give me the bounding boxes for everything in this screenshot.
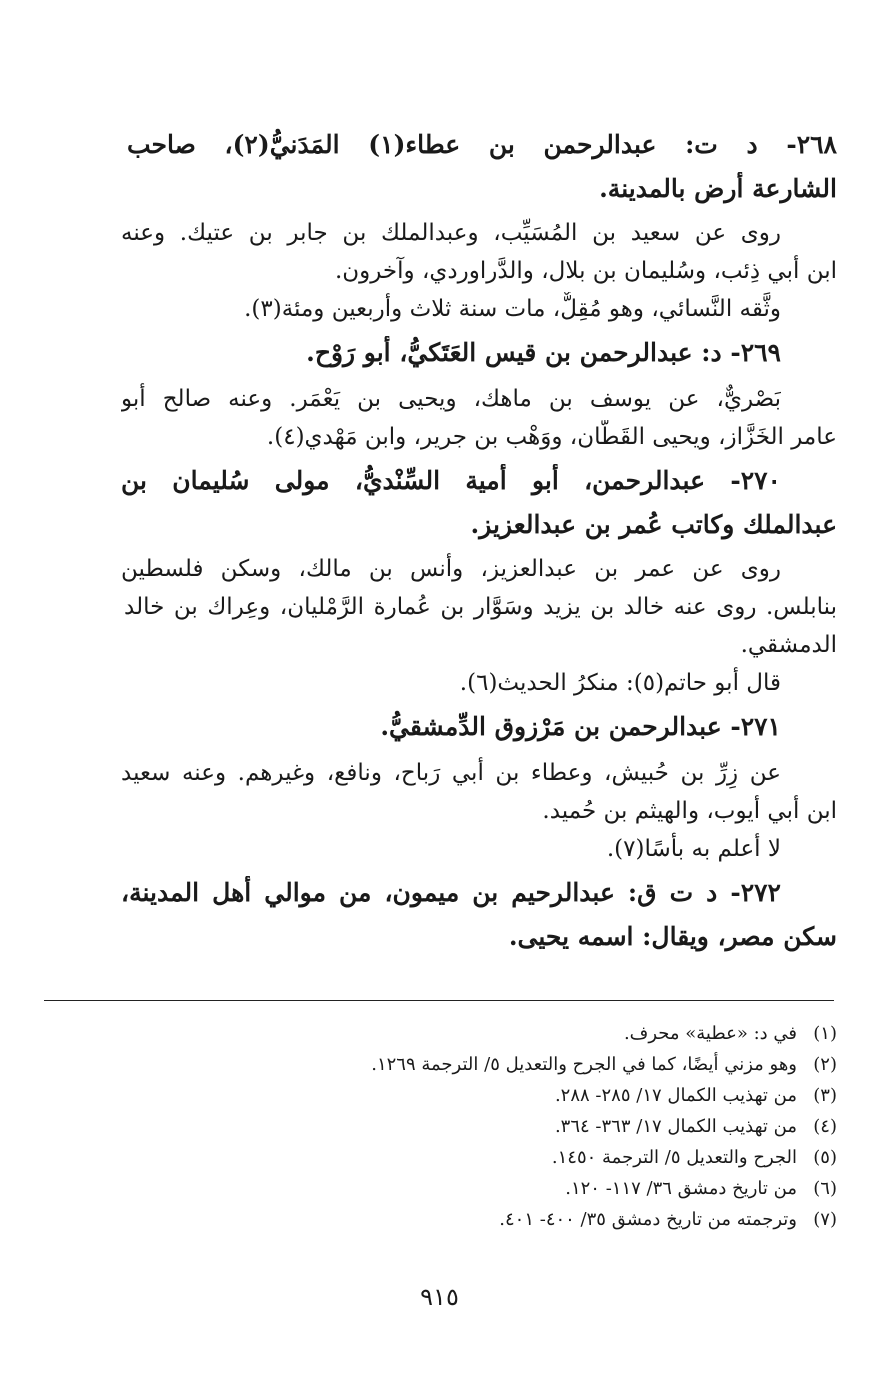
text-line: وثَّقه النَّسائي، وهو مُقِلٌّ، مات سنة ثلاث وأربعين ومئة(٣). [244,296,781,322]
footnote-text: من تهذيب الكمال ١٧/ ٢٨٥- ٢٨٨. [554,1085,797,1106]
footnote-number: (١) [813,1023,837,1044]
text-line: الدمشقي. [740,632,837,658]
text-line: لا أعلم به بأسًا(٧). [606,836,781,862]
entry-heading-line: ٢٧٠- عبدالرحمن، أبو أمية السِّنْديُّ، مولى سُليمان بن [121,466,781,495]
text-line: ابن أبي أيوب، والهيثم بن حُميد. [542,798,837,824]
footnote-number: (٥) [813,1147,837,1168]
entry-heading-line: ٢٧١- عبدالرحمن بن مَرْزوق الدِّمشقيُّ. [380,712,781,741]
footnote-number: (٧) [813,1209,837,1230]
footnote [77,1051,837,1079]
entry-heading-line: عبدالملك وكاتب عُمر بن عبدالعزيز. [470,510,837,539]
text-line: بنابلس. روى عنه خالد بن يزيد وسَوَّار بن عُمارة الرَّمْليان، وعِراك بن خالد [124,594,837,620]
entry-heading-line: سكن مصر، ويقال: اسمه يحيى. [508,922,837,951]
footnote [77,1082,837,1110]
footnote-text: من تهذيب الكمال ١٧/ ٣٦٣- ٣٦٤. [554,1116,797,1137]
footnote [77,1144,837,1172]
footnote-text: وترجمته من تاريخ دمشق ٣٥/ ٤٠٠- ٤٠١. [499,1209,797,1230]
footnote-text: الجرح والتعديل ٥/ الترجمة ١٤٥٠. [551,1147,797,1168]
text-line: ابن أبي ذِئب، وسُليمان بن بلال، والدَّراوردي، وآخرون. [334,258,837,284]
entry-heading-line: ٢٧٢- د ت ق: عبدالرحيم بن ميمون، من موالي أهل المدينة، [121,878,781,907]
footnote [77,1020,837,1048]
entry-heading-line: ٢٦٨- د ت: عبدالرحمن بن عطاء(١) المَدَنيُّ(٢)، صاحب [127,130,837,159]
text-line: عن زِرِّ بن حُبيش، وعطاء بن أبي رَباح، ونافع، وغيرهم. وعنه سعيد [121,760,781,786]
footnote [77,1113,837,1141]
footnote-text: من تاريخ دمشق ٣٦/ ١١٧- ١٢٠. [565,1178,797,1199]
entry-heading-line: ٢٦٩- د: عبدالرحمن بن قيس العَتَكيُّ، أبو رَوْح. [306,338,781,367]
entry-heading-line: الشارعة أرض بالمدينة. [599,174,837,203]
text-line: بَصْريٌّ، عن يوسف بن ماهك، ويحيى بن يَعْمَر. وعنه صالح أبو [121,386,781,412]
text-line: روى عن عمر بن عبدالعزيز، وأنس بن مالك، وسكن فلسطين [121,556,781,582]
text-line: عامر الخَزَّاز، ويحيى القَطَّان، ووَهْب بن جرير، وابن مَهْدي(٤). [266,424,837,450]
page-number: ٩١٥ [420,1283,459,1311]
footnote-text: وهو مزني أيضًا، كما في الجرح والتعديل ٥/ الترجمة ١٢٦٩. [371,1054,797,1075]
footnote-text: في د: «عطية» محرف. [623,1023,797,1044]
footnote-number: (٦) [813,1178,837,1199]
footnote-number: (٤) [813,1116,837,1137]
text-line: قال أبو حاتم(٥): منكرُ الحديث(٦). [459,670,781,696]
footnote-number: (٣) [813,1085,837,1106]
footnote [77,1175,837,1203]
footnote [77,1206,837,1234]
text-line: روى عن سعيد بن المُسَيِّب، وعبدالملك بن جابر بن عتيك. وعنه [121,220,781,246]
footnote-separator [44,1000,834,1001]
footnote-number: (٢) [813,1054,837,1075]
